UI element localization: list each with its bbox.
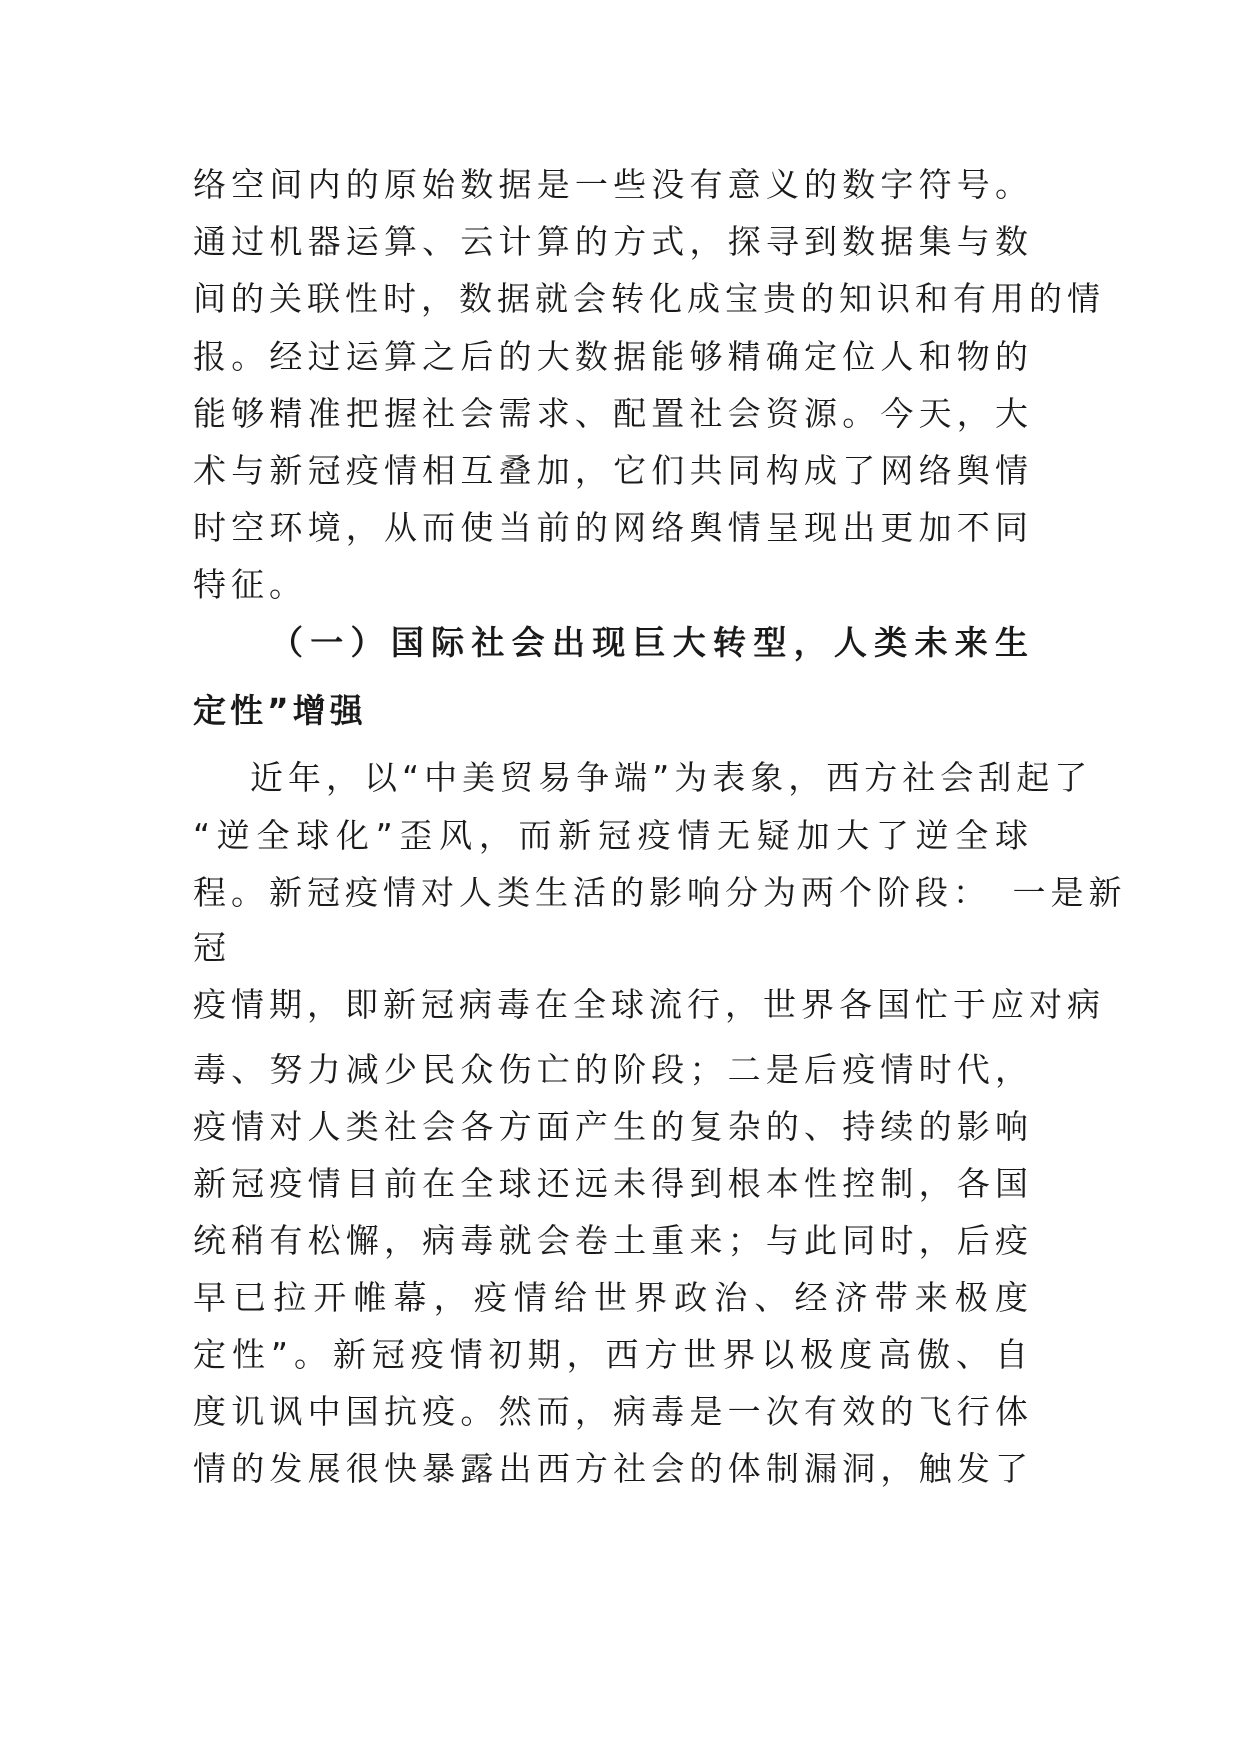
section-heading-line: （一）国际社会出现巨大转型，人类未来生 <box>270 623 1032 662</box>
paragraph-line: 定性”。新冠疫情初期，西方世界以极度高傲、自 <box>193 1335 1033 1374</box>
paragraph-line: 特征。 <box>193 565 307 604</box>
paragraph-line: 新冠疫情目前在全球还远未得到根本性控制，各国 <box>193 1164 1033 1203</box>
section-heading-line: 定性”增强 <box>193 691 367 730</box>
paragraph-line: 程。新冠疫情对人类生活的影响分为两个阶段： 一是新 <box>193 873 1127 912</box>
paragraph-line: 早已拉开帷幕，疫情给世界政治、经济带来极度 <box>193 1278 1033 1317</box>
paragraph-line: 统稍有松懈，病毒就会卷土重来；与此同时，后疫 <box>193 1221 1033 1260</box>
paragraph-line: 情的发展很快暴露出西方社会的体制漏洞，触发了 <box>193 1449 1033 1488</box>
paragraph-line: 能够精准把握社会需求、配置社会资源。今天，大 <box>193 394 1033 433</box>
paragraph-line: 术与新冠疫情相互叠加，它们共同构成了网络舆情 <box>193 451 1033 490</box>
paragraph-line: 近年，以“中美贸易争端”为表象，西方社会刮起了 <box>250 758 1093 797</box>
paragraph-line: 度讥讽中国抗疫。然而，病毒是一次有效的飞行体 <box>193 1392 1033 1431</box>
paragraph-line: 冠 <box>193 928 231 967</box>
paragraph-line: 络空间内的原始数据是一些没有意义的数字符号。 <box>193 165 1033 204</box>
paragraph-line: 时空环境，从而使当前的网络舆情呈现出更加不同 <box>193 508 1033 547</box>
paragraph-line: 通过机器运算、云计算的方式，探寻到数据集与数 <box>193 222 1033 261</box>
paragraph-line: 疫情对人类社会各方面产生的复杂的、持续的影响 <box>193 1107 1033 1146</box>
paragraph-line: 间的关联性时，数据就会转化成宝贵的知识和有用的情 <box>193 279 1105 318</box>
paragraph-line: “逆全球化”歪风，而新冠疫情无疑加大了逆全球 <box>193 816 1033 855</box>
paragraph-line: 疫情期，即新冠病毒在全球流行，世界各国忙于应对病 <box>193 985 1105 1024</box>
paragraph-line: 报。经过运算之后的大数据能够精确定位人和物的 <box>193 337 1033 376</box>
paragraph-line: 毒、努力减少民众伤亡的阶段；二是后疫情时代， <box>193 1050 1033 1089</box>
